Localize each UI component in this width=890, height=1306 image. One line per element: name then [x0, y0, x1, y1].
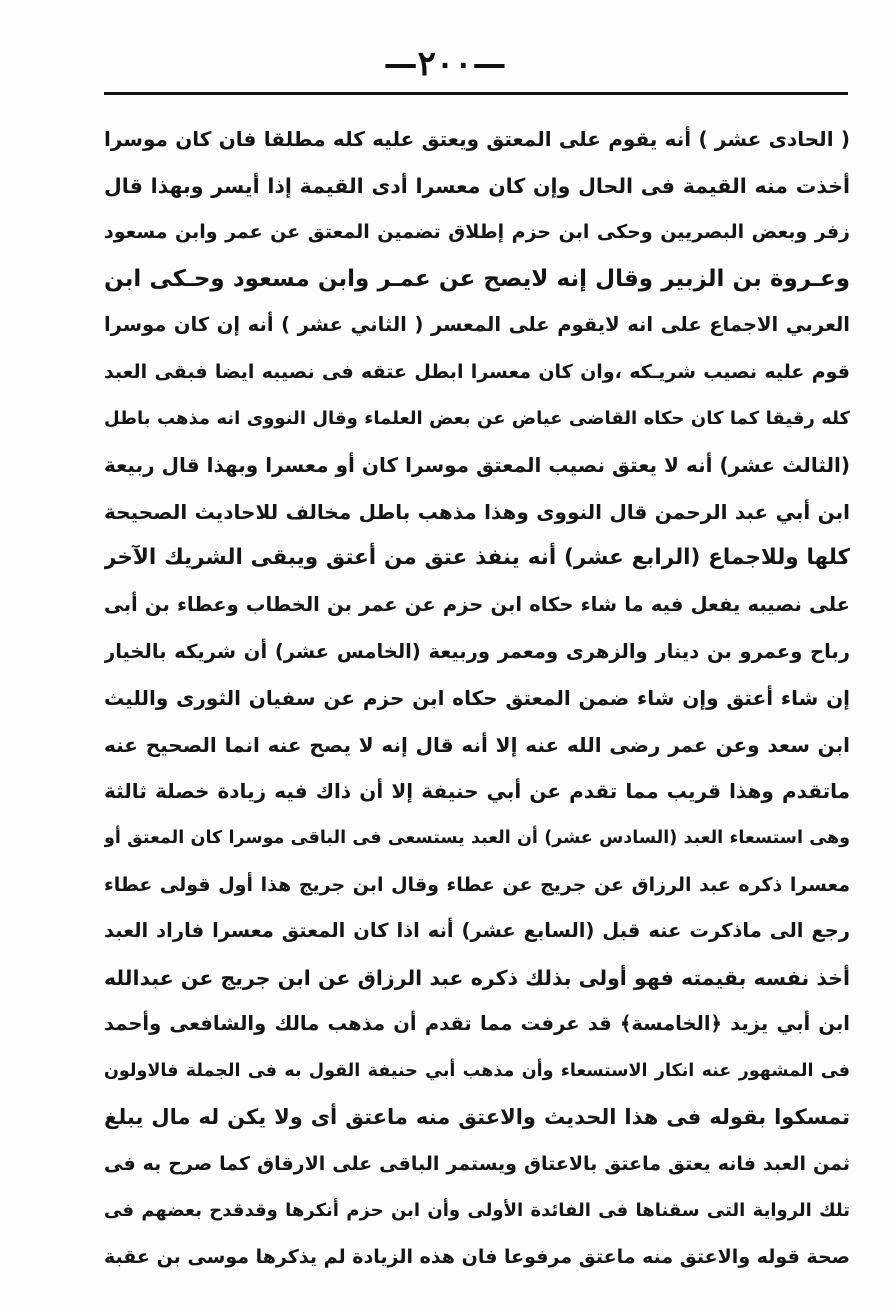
body-text — [104, 116, 850, 1281]
text-line: زفر وبعض البصريين وحكى ابن حزم إطلاق تضمين المعتق عن عمر وابن مسعود — [104, 221, 850, 244]
text-line: صحة قوله والاعتق منه ماعتق مرفوعا فان هذه الزيادة لم يذكرها موسى بن عقبة — [104, 1246, 850, 1269]
text-line: ابن سعد وعن عمر رضى الله عنه إلا أنه قال إنه لا يصح عنه انما الصحيح عنه — [104, 732, 850, 757]
text-line: معسرا ذكره عبد الرزاق عن جريج عن عطاء وقال ابن جريج هذا أول قولى عطاء — [104, 873, 850, 896]
text-line: تلك الرواية التى سقناها فى الفائدة الأولى وأن ابن حزم أنكرها وقدقدح بعضهم فى — [104, 1199, 850, 1221]
text-line: (الثالث عشر) أنه لا يعتق نصيب المعتق موسرا كان أو معسرا وبهذا قال ربيعة — [104, 453, 850, 478]
text-line: ( الحادى عشر ) أنه يقوم على المعتق ويعتق عليه كله مطلقا فان كان موسرا — [104, 127, 850, 151]
text-line: ثمن العبد فانه يعتق ماعتق بالاعتاق ويستمر الباقى على الارقاق كما صرح به فى — [104, 1153, 850, 1176]
text-line: ماتقدم وهذا قريب مما تقدم عن أبي حنيفة إلا أن ذاك فيه زيادة خصلة ثالثة — [104, 779, 850, 804]
text-line: قوم عليه نصيب شريـكه ،وان كان معسرا ابطل عتقه فى نصيبه ايضا فبقى العبد — [104, 360, 850, 383]
text-line: أخذ نفسه بقيمته فهو أولى بذلك ذكره عبد الرزاق عن ابن جريج عن عبدالله — [104, 965, 850, 990]
text-line: ابن أبي عبد الرحمن قال النووى وهذا مذهب باطل مخالف للاحاديث الصحيحة — [104, 499, 850, 524]
text-line: رجع الى ماذكرت عنه قبل (السابع عشر) أنه اذا كان المعتق معسرا فاراد العبد — [104, 919, 850, 943]
text-line: فى المشهور عنه انكار الاستسعاء وأن مذهب أبي حنيفة القول به فى الجملة فالاولون — [104, 1060, 850, 1081]
text-line: كله رقيقا كما كان حكاه القاضى عياض عن بعض العلماء وقال النووى انه مذهب باطل — [104, 407, 850, 429]
text-line: تمسكوا بقوله فى هذا الحديث والاعتق منه ماعتق أى ولا يكن له مال يبلغ — [104, 1105, 850, 1130]
page-header — [0, 44, 890, 84]
text-line: كلها وللاجماع (الرابع عشر) أنه ينفذ عتق من أعتق ويبقى الشريك الآخر — [104, 545, 850, 571]
text-line: العربي الاجماع على انه لايقوم على المعسر ( الثاني عشر ) أنه إن كان موسرا — [104, 313, 850, 337]
text-line: أخذت منه القيمة فى الحال وإن كان معسرا أدى القيمة إذا أيسر وبهذا قال — [104, 173, 850, 198]
page-number: —٢٠٠— — [383, 44, 507, 84]
header-rule — [104, 92, 848, 95]
text-line: وهى استسعاء العبد (السادس عشر) أن العبد يستسعى فى الباقى موسرا كان المعتق أو — [104, 827, 850, 848]
text-line: إن شاء أعتق وإن شاء ضمن المعتق حكاه ابن حزم عن سفيان الثورى والليث — [104, 686, 850, 711]
text-line: رباح وعمرو بن دينار والزهرى ومعمر وربيعة (الخامس عشر) أن شريكه بالخيار — [104, 639, 850, 663]
text-line: ابن أبي يزيد ﴿الخامسة﴾ قد عرفت مما تقدم أن مذهب مالك والشافعى وأحمد — [104, 1012, 850, 1036]
text-line: على نصيبه يفعل فيه ما شاء حكاه ابن حزم عن عمر بن الخطاب وعطاء بن أبى — [104, 592, 850, 616]
text-line: وعـروة بن الزبير وقال إنه لايصح عن عمـر وابن مسعود وحـكى ابن — [104, 265, 850, 292]
